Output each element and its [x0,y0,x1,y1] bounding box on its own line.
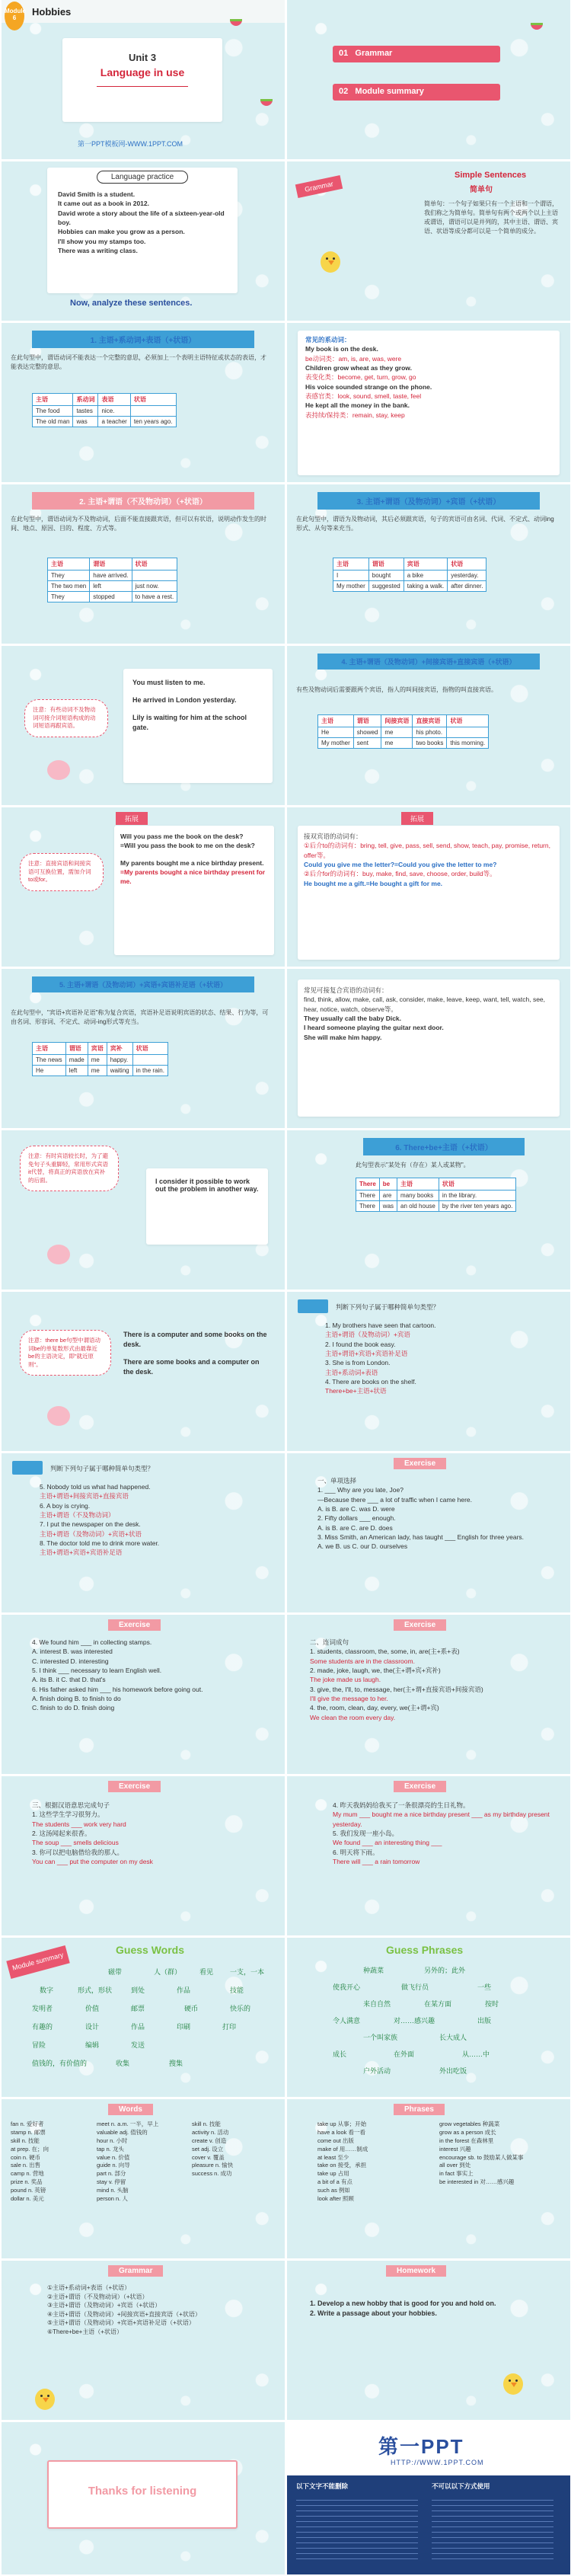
word-item: 搜集 [169,2060,183,2067]
linking-verbs-heading: 常见的系动词： [305,336,351,344]
grammar-item: ④主语+谓语（及物动词）+间接宾语+直接宾语（+状语） [47,2310,201,2318]
judge-prompt: 判断下列句子属于哪种简单句类型？ [336,1303,440,1311]
footer-panel [287,2475,570,2574]
word-item: 发送 [131,2041,145,2049]
slide-6-linking-verbs[interactable] [287,323,570,482]
slide-32-logo[interactable] [287,2422,570,2574]
pattern-2-table: 主语 谓语 状语 They have arrived. The two men left just now. They stopped to have a rest. [47,558,177,602]
word-entry: hour n. 小时 [97,2137,128,2144]
word-item: 技能 [230,1986,244,1994]
word-entry: valuable adj. 值钱的 [97,2128,148,2136]
word-entry: person n. 人 [97,2194,128,2202]
header-hobbies: Hobbies [32,6,72,18]
question-line: 4. the, room, clean, day, every, we(主+谓+宾) [310,1704,439,1712]
question-line: 2. 这汤闻起来很香。 [32,1829,91,1837]
word-item: 收集 [116,2060,130,2067]
example-line: Children grow wheat as they grow. [305,363,412,372]
word-item: 印刷 [177,2023,191,2031]
word-entry: stay v. 停留 [97,2178,126,2186]
phrase-entry: such as 例如 [317,2187,350,2194]
pattern-5-table: 主语 谓语 宾语 宾补 状语 The news made me happy. He left me waiting in the rain. [32,1042,168,1076]
question-line: 4. 昨天我妈妈给我买了一条很漂亮的生日礼物。 [333,1801,470,1809]
complex-object-card [298,980,560,1117]
phrase-entry: take up 从事；开始 [317,2121,367,2127]
word-item: 邮票 [131,2005,145,2012]
word-entry: dollar n. 美元 [11,2194,44,2202]
simple-sentence-definition: 简单句：一个句子如果只有一个主语和一个谓语，我们称之为简单句。简单句有两个或两个以上主语或谓语，谓语可以是并列的，其中主语、谓语、宾语、状语等成分都可以是一个简单的成分。 [424,200,558,235]
options-line: A. its B. it C. that D. that's [32,1676,106,1684]
word-entry: tap n. 龙头 [97,2145,124,2153]
question-line: 2. I found the book easy. [325,1340,396,1348]
module-summary-tag: Module summary [6,1945,69,1979]
slide-29-grammar-summary[interactable] [2,2261,285,2420]
section-line: 常见可接复合宾语的动词有： [304,986,388,994]
note-bubble: 注意：直接宾语和间接宾语可互换位置，需加介词to或for。 [20,853,104,891]
example-line: There is a computer and some books on the desk. [123,1331,267,1349]
watermelon-icon [260,99,273,106]
expansion-tag: 拓展 [116,812,148,825]
grammar-item: ①主语+系动词+表语（+状语） [47,2284,131,2291]
word-entry: at prep. 在；向 [11,2145,49,2153]
options-line: A. is B. are C. was D. were [317,1504,395,1513]
section-title: 一、单项选择 [317,1477,357,1485]
exercise-tag: Exercise [108,1619,161,1631]
question-line: 6. A boy is crying. [40,1501,91,1510]
slide-1-title[interactable] [2,0,285,159]
pattern-3-header: 3. 主语+谓语（及物动词）+宾语（+状语） [317,492,540,510]
slide-15-formal-object[interactable] [2,1130,285,1290]
word-entry: part n. 部分 [97,2170,126,2178]
phrase-item: 种蔬菜 [363,1967,384,1974]
watermelon-icon [531,23,543,30]
sentence-1: David Smith is a student. [58,190,136,198]
examples-card [123,669,273,783]
answer-line: 主语+系动词+表语 [325,1368,378,1376]
slide-16-there-be[interactable] [287,1130,570,1290]
sentence-card: I consider it possible to work out the problem in another way. [146,1168,268,1245]
section-title: 二、连词成句 [310,1638,349,1646]
question-line: —Because there ___ a lot of traffic when I came here. [317,1495,473,1504]
word-entry: activity n. 活动 [192,2128,229,2136]
question-line: 5. I think ___ necessary to learn English well. [32,1666,162,1674]
answer-line: There will ___ a rain tomorrow [333,1857,420,1865]
ppt-url[interactable]: HTTP://WWW.1PPT.COM [391,2459,484,2466]
slide-14-complex-object-verbs[interactable] [287,969,570,1128]
grammar-item: ③主语+谓语（及物动词）+宾语（+状语） [47,2302,161,2309]
question-line: 5. 我们发现一座小岛。 [333,1829,398,1837]
thanks-card [47,2460,238,2529]
slide-19-judge-2[interactable] [2,1453,285,1612]
example-line: You must listen to me. [132,679,206,686]
title-card [62,38,222,122]
word-entry: skill n. 技能 [192,2121,221,2127]
exercise-tag: Exercise [108,1781,161,1792]
pattern-2-header: 2. 主语+谓语（不及物动词）（+状语） [32,492,254,510]
slide-8-pattern-3[interactable] [287,484,570,644]
example-line: They usually call the baby Dick. [304,1014,402,1022]
slide-17-nearest-rule[interactable] [2,1292,285,1451]
slide-11-expansion[interactable] [2,807,285,967]
note-bubble: 注意：有些动词不及物动词可接介词短语构成的动词短语再跟宾语。 [24,699,108,737]
pattern-4-table: 主语 谓语 间接宾语 直接宾语 状语 He showed me his photo. My mother sent me two books this morning. [317,714,489,749]
phrase-entry: grow vegetables 种蔬菜 [439,2121,500,2127]
answer-line: The joke made us laugh. [310,1676,381,1684]
word-entry: sale n. 出售 [11,2162,41,2169]
answer-line: 主语+谓语（及物动词）+宾语+状语 [40,1529,142,1538]
pattern-3-desc: 在此句型中，谓语为及物动词，其后必须跟宾语，句子的宾语可由名词、代词、不定式、动词ing形式、从句等来充当。 [296,516,554,532]
answer-line: The soup ___ smells delicious [32,1839,119,1847]
example-line: Could you give me the letter?=Could you give the letter to me? [304,860,497,868]
double-object-card [298,826,560,960]
phrase-entry: at least 至少 [317,2153,349,2161]
verb-list: ②后介for的动词有：buy, make, find, save, choose, order, build等。 [304,870,496,878]
question-line: 3. She is from London. [325,1359,391,1367]
slide-31-thanks[interactable] [2,2422,285,2574]
word-item: 看见 [199,1968,214,1976]
sentence-5: I'll show you my stamps too. [58,237,146,245]
simple-sentences-title-cn: 简单句 [470,186,493,194]
grammar-tag: Grammar [295,175,343,198]
word-item: 快乐的 [230,2005,251,2012]
right-title: 不可以以下方式使用 [432,2482,490,2490]
phrase-item: 按时 [485,2000,499,2008]
question-line: 1. My brothers have seen that cartoon. [325,1322,436,1329]
exercise-tag: Exercise [394,1619,446,1631]
section-title: 三、根据汉语意思完成句子 [32,1801,110,1809]
fine-print [432,2495,553,2564]
example-line: Will you pass me the book on the desk? [120,833,244,840]
options-line: A. interest B. was interested [32,1648,113,1656]
question-line: 4. There are books on the shelf. [325,1377,416,1385]
phrase-item: 长大成人 [439,2034,467,2041]
phrase-entry: take up 占用 [317,2170,349,2178]
grammar-item: ⑤主语+谓语（及物动词）+宾语+宾语补足语（+状语） [47,2319,195,2327]
question-line: 1. 这些学生学习很努力。 [32,1811,104,1819]
word-item: 编辑 [85,2041,100,2049]
phrase-item: 另外的；此外 [424,1967,466,1974]
slide-18-judge-1[interactable] [287,1292,570,1451]
slide-27-words[interactable] [2,2099,285,2258]
thanks-text: Thanks for listening [88,2485,197,2498]
options-line: C. interested D. interesting [32,1657,109,1665]
linking-verbs-card [298,331,560,475]
word-entry: guide n. 向导 [97,2162,130,2169]
slide-12-double-object-verbs[interactable] [287,807,570,967]
word-item: 值钱的，有价值的 [32,2060,88,2067]
section-line: 接双宾语的动词有： [304,833,362,840]
question-line: 6. 明天将下雨。 [333,1848,379,1856]
phrase-item: 对……感兴趣 [394,2017,435,2025]
slide-20-exercise-1[interactable] [287,1453,570,1612]
phrase-item: 来自自然 [363,2000,391,2008]
phrase-entry: have a look 看一看 [317,2128,365,2136]
pattern-4-header: 4. 主语+谓语（及物动词）+间接宾语+直接宾语（+状语） [317,654,540,670]
pig-icon [47,760,70,780]
sentence-3: David wrote a story about the life of a sixteen-year-old boy. [58,209,225,226]
sentence-2: It came out as a book in 2012. [58,200,149,208]
word-entry: success n. 成功 [192,2170,232,2178]
verb-list: find, think, allow, make, call, ask, consider, make, leave, keep, want, tell, watch, see, hear, notice, watch, observe等。 [304,996,546,1013]
left-title: 以下文字不能删除 [296,2482,349,2490]
pattern-2-desc: 在此句型中，谓语动词为不及物动词，后面不能直接跟宾语，但可以有状语，说明动作发生的时间、地点、原因、目的、程度、方式等。 [11,516,266,532]
contents-item-2[interactable]: 02 Module summary [333,84,500,101]
example-line: She will make him happy. [304,1033,382,1041]
example-line: My parents bought me a nice birthday present. [120,858,264,867]
answer-line: The students ___ work very hard [32,1820,126,1828]
word-item: 磁带 [108,1968,123,1976]
pattern-6-desc: 此句型表示"某处有（存在）某人或某物"。 [356,1162,470,1168]
verb-category: 表持续/保持类：remain, stay, keep [305,411,405,419]
question-line: 3. give, the, I'll, to, message, her(主+谓+直接宾语+间接宾语) [310,1685,483,1693]
pattern-5-desc: 在此句型中，"宾语+宾语补足语"称为复合宾语，宾语补足语说明宾语的状态、结果、行为等，可由名词、形容词、不定式、动词-ing形式等充当。 [11,1009,269,1025]
word-entry: fan n. 爱好者 [11,2121,44,2127]
sentence-4: Hobbies can make you grow as a person. [58,228,185,236]
chick-icon [317,245,343,274]
word-item: 有趣的 [32,2023,53,2031]
word-item: 一支，一本 [230,1968,265,1976]
example-line: He arrived in London yesterday. [132,696,237,705]
expansion-card [114,826,274,955]
word-item: 打印 [222,2023,237,2031]
answer-line: We found ___ an interesting thing ___ [333,1839,442,1847]
word-item: 到处 [131,1986,145,1994]
phrase-entry: take on 接受，承担 [317,2162,367,2169]
answer-line: There+be+主语+状语 [325,1387,387,1395]
question-line: 4. We found him ___ in collecting stamps. [32,1638,152,1646]
slide-25-guess-words[interactable] [2,1938,285,2097]
question-line: 2. Fifty dollars ___ enough. [317,1514,396,1523]
slide-7-pattern-2[interactable] [2,484,285,644]
word-item: 人（群） [154,1968,182,1976]
answer-line: 主语+谓语+宾语+宾语补足语 [325,1349,408,1357]
verb-category: be动词类：am, is, are, was, were [305,354,402,363]
phrase-item: 做飞行员 [401,1983,429,1991]
verb-category: 表变化类：become, get, turn, grow, go [305,373,416,382]
practice-title: Language practice [97,171,188,184]
ppt-logo: 第一PPT [378,2435,464,2458]
example-line: =My parents bought a nice birthday present for me. [120,868,266,886]
slide-21-exercise-2[interactable] [2,1615,285,1774]
verb-category: 表感官类：look, sound, smell, taste, feel [305,392,422,400]
slide-4-simple-sentences[interactable] [287,161,570,321]
word-entry: create v. 创造 [192,2137,227,2144]
answer-line: My mum ___ bought me a nice birthday present ___ as my birthday present yesterday. [333,1811,550,1828]
phrase-item: 外出吃饭 [439,2067,467,2075]
slide-24-exercise-5[interactable] [287,1776,570,1935]
grammar-tag: Grammar [108,2265,163,2277]
pattern-5-header: 5. 主语+谓语（及物动词）+宾语+宾语补足语（+状语） [32,976,254,992]
phrase-item: 在外面 [394,2050,415,2058]
word-item: 冒险 [32,2041,46,2049]
word-item: 作品 [177,1986,191,1994]
pattern-6-table: There be 主语 状语 There are many books in the library. There was an old house by the river ten years ago. [356,1178,516,1212]
word-entry: set adj. 设立 [192,2145,224,2153]
exercise-tag: Exercise [394,1781,446,1792]
pattern-3-table: 主语 谓语 宾语 状语 I bought a bike yesterday. My mother suggested taking a walk. after dinner. [333,558,486,592]
note-bubble: 注意：有时宾语较长时，为了避免句子头重脚轻，常用形式宾语it代替，将真正的宾语放在宾补的后面。 [20,1146,119,1191]
phrase-entry: come out 出版 [317,2137,354,2144]
example-line: There are some books and a computer on the desk. [123,1358,260,1376]
subtitle: Language in use [100,66,185,78]
word-item: 硬币 [184,2005,199,2012]
word-entry: skill n. 技能 [11,2137,40,2144]
question-line: 3. Miss Smith, an American lady, has taught ___ English for three years. [317,1532,525,1541]
note-bubble: 注意：there be句型中谓语动词be的单复数形式由最靠近be的主语决定，即"就近原则"。 [20,1330,111,1376]
word-entry: camp n. 营地 [11,2170,44,2178]
slide-5-pattern-1[interactable] [2,323,285,482]
options-line: A. is B. are C. are D. does [317,1523,393,1532]
answer-line: I'll give the message to her. [310,1694,388,1702]
word-entry: pound n. 英镑 [11,2187,46,2194]
word-entry: value n. 价值 [97,2153,130,2161]
answer-line: 主语+谓语（及物动词）+宾语 [325,1331,410,1339]
sentence-6: There was a writing class. [58,246,138,254]
word-item: 设计 [85,2023,100,2031]
contents-item-1[interactable]: 01 Grammar [333,46,500,62]
phrase-entry: look after 照顾 [317,2194,354,2202]
phrase-item: 使我开心 [333,1983,361,1991]
slide-10-pattern-4[interactable] [287,646,570,805]
expansion-tag: 拓展 [401,812,433,825]
example-line: =Will you pass the book to me on the desk? [120,842,255,850]
verb-list: ①后介to的动词有：bring, tell, give, pass, sell, send, show, teach, pay, promise, return, offer等。 [304,842,550,859]
phrase-entry: a bit of a 有点 [317,2178,352,2186]
phrase-item: 成长 [333,2050,347,2058]
homework-item: 2. Write a passage about your hobbies. [310,2309,437,2318]
example-line: Lily is waiting for him at the school gate. [132,714,247,732]
phrase-item: 一些 [477,1983,492,1991]
phrase-entry: grow as a person 成长 [439,2128,496,2136]
example-line: He kept all the money in the bank. [305,401,410,410]
options-line: A. we B. us C. our D. ourselves [317,1542,408,1551]
books-icon [298,1299,328,1313]
slide-9-examples[interactable] [2,646,285,805]
chick-icon [500,2367,526,2396]
word-entry: mind n. 头脑 [97,2187,129,2194]
answer-line: Some students are in the classroom. [310,1657,415,1665]
word-item: 发明者 [32,2005,53,2012]
analyze-prompt: Now, analyze these sentences. [70,299,193,308]
pig-icon [47,1406,70,1426]
phrase-entry: interest 兴趣 [439,2145,471,2153]
fine-print [296,2495,418,2564]
answer-line: We clean the room every day. [310,1713,396,1721]
word-item: 形式，形状 [78,1986,113,1994]
watermelon-icon [230,19,242,26]
simple-sentences-title: Simple Sentences [455,171,527,180]
slide-30-homework[interactable] [287,2261,570,2420]
question-line: 2. made, joke, laugh, we, the(主+谓+宾+宾补) [310,1666,441,1674]
word-entry: stamp n. 邮票 [11,2128,46,2136]
words-tag: Words [108,2104,153,2115]
pattern-1-table: 主语 系动词 表语 状语 The food tastes nice. The old man was a teacher ten years ago. [32,393,177,427]
answer-line: 主语+谓语+间接宾语+直接宾语 [40,1492,129,1501]
books-icon [12,1461,43,1475]
question-line: 1. students, classroom, the, some, in, are(主+系+表) [310,1648,460,1656]
module-badge: Module 6 [5,2,24,30]
options-line: A. finish doing B. to finish to do [32,1694,121,1702]
question-line: 3. 你可以把电脑借给我的那人。 [32,1848,123,1856]
word-item: 价值 [85,2005,100,2012]
exercise-tag: Exercise [394,1458,446,1469]
phrases-tag: Phrases [394,2104,445,2115]
homework-item: 1. Develop a new hobby that is good for you and hold on. [310,2300,496,2307]
phrase-item: 一个叫家族 [363,2034,398,2041]
example-line: I heard someone playing the guitar next door. [304,1024,444,1032]
phrase-item: 出版 [477,2017,492,2025]
practice-card [47,168,238,293]
phrase-entry: all over 到处 [439,2162,471,2169]
slide-13-pattern-5[interactable] [2,969,285,1128]
answer-line: You can ___ put the computer on my desk [32,1857,153,1865]
question-line: 8. The doctor told me to drink more water. [40,1539,160,1547]
phrase-item: 户外活动 [363,2067,391,2075]
pig-icon [47,1245,70,1264]
word-item: 作品 [131,2023,145,2031]
word-entry: meet n. a.m. 一半，早上 [97,2121,159,2127]
word-entry: cover v. 覆盖 [192,2153,225,2161]
word-entry: coin n. 硬币 [11,2153,41,2161]
word-entry: pleasure n. 愉快 [192,2162,234,2169]
slide-23-exercise-4[interactable] [2,1776,285,1935]
chick-icon [32,2383,58,2411]
example-line: My book is on the desk. [305,345,378,353]
example-line: He bought me a gift.=He bought a gift for me. [304,879,443,887]
phrase-entry: in fact 事实上 [439,2170,474,2178]
answer-line: 主语+谓语+宾语+宾语补足语 [40,1548,123,1557]
unit-title: Unit 3 [128,52,157,63]
example-line: His voice sounded strange on the phone. [305,382,432,391]
options-line: C. finish to do D. finish doing [32,1704,115,1712]
guess-phrases-title: Guess Phrases [386,1944,464,1956]
question-line: 1. ___ Why are you late, Joe? [317,1486,404,1494]
grammar-item: ②主语+谓语（不及物动词）（+状语） [47,2293,148,2300]
slide-2-contents[interactable] [287,0,570,159]
question-line: 7. I put the newspaper on the desk. [40,1520,141,1529]
word-item: 数字 [40,1986,54,1994]
pattern-1-header: 1. 主语+系动词+表语（+状语） [32,331,254,348]
slide-22-exercise-3[interactable] [287,1615,570,1774]
phrase-entry: make of 用……制成 [317,2145,368,2153]
question-line: 6. His father asked him ___ his homework before going out. [32,1685,203,1693]
phrase-entry: in the forest 在森林里 [439,2137,494,2144]
homework-tag: Homework [386,2265,446,2277]
phrase-item: 令人满意 [333,2017,361,2025]
phrase-entry: be interested in 对……感兴趣 [439,2178,515,2186]
pattern-6-header: 6. There+be+主语（+状语） [363,1138,525,1155]
phrase-entry: encourage sb. to 鼓励某人做某事 [439,2153,524,2161]
phrase-item: 在某方面 [424,2000,452,2008]
grammar-item: ⑥There+be+主语（+状语） [47,2328,123,2335]
footer-link[interactable]: 第一PPT模板网-WWW.1PPT.COM [78,140,183,148]
answer-line: 主语+谓语（不及物动词） [40,1510,115,1519]
question-line: 5. Nobody told us what had happened. [40,1483,151,1491]
pattern-1-desc: 在此句型中，谓语动词不能表达一个完整的意思，必须加上一个表明主语特征或状态的表语，才能表达完整的意思。 [11,354,266,370]
slide-26-guess-phrases[interactable] [287,1938,570,2097]
slide-3-language-practice[interactable] [2,161,285,321]
judge-prompt: 判断下列句子属于哪种简单句类型？ [50,1465,155,1472]
phrase-item: 从……中 [462,2050,490,2058]
guess-words-title: Guess Words [116,1944,184,1956]
word-entry: prize n. 奖品 [11,2178,43,2186]
slide-28-phrases[interactable] [287,2099,570,2258]
pattern-4-desc: 有些及物动词后需要跟两个宾语，指人的叫间接宾语，指物的叫直接宾语。 [296,686,497,693]
